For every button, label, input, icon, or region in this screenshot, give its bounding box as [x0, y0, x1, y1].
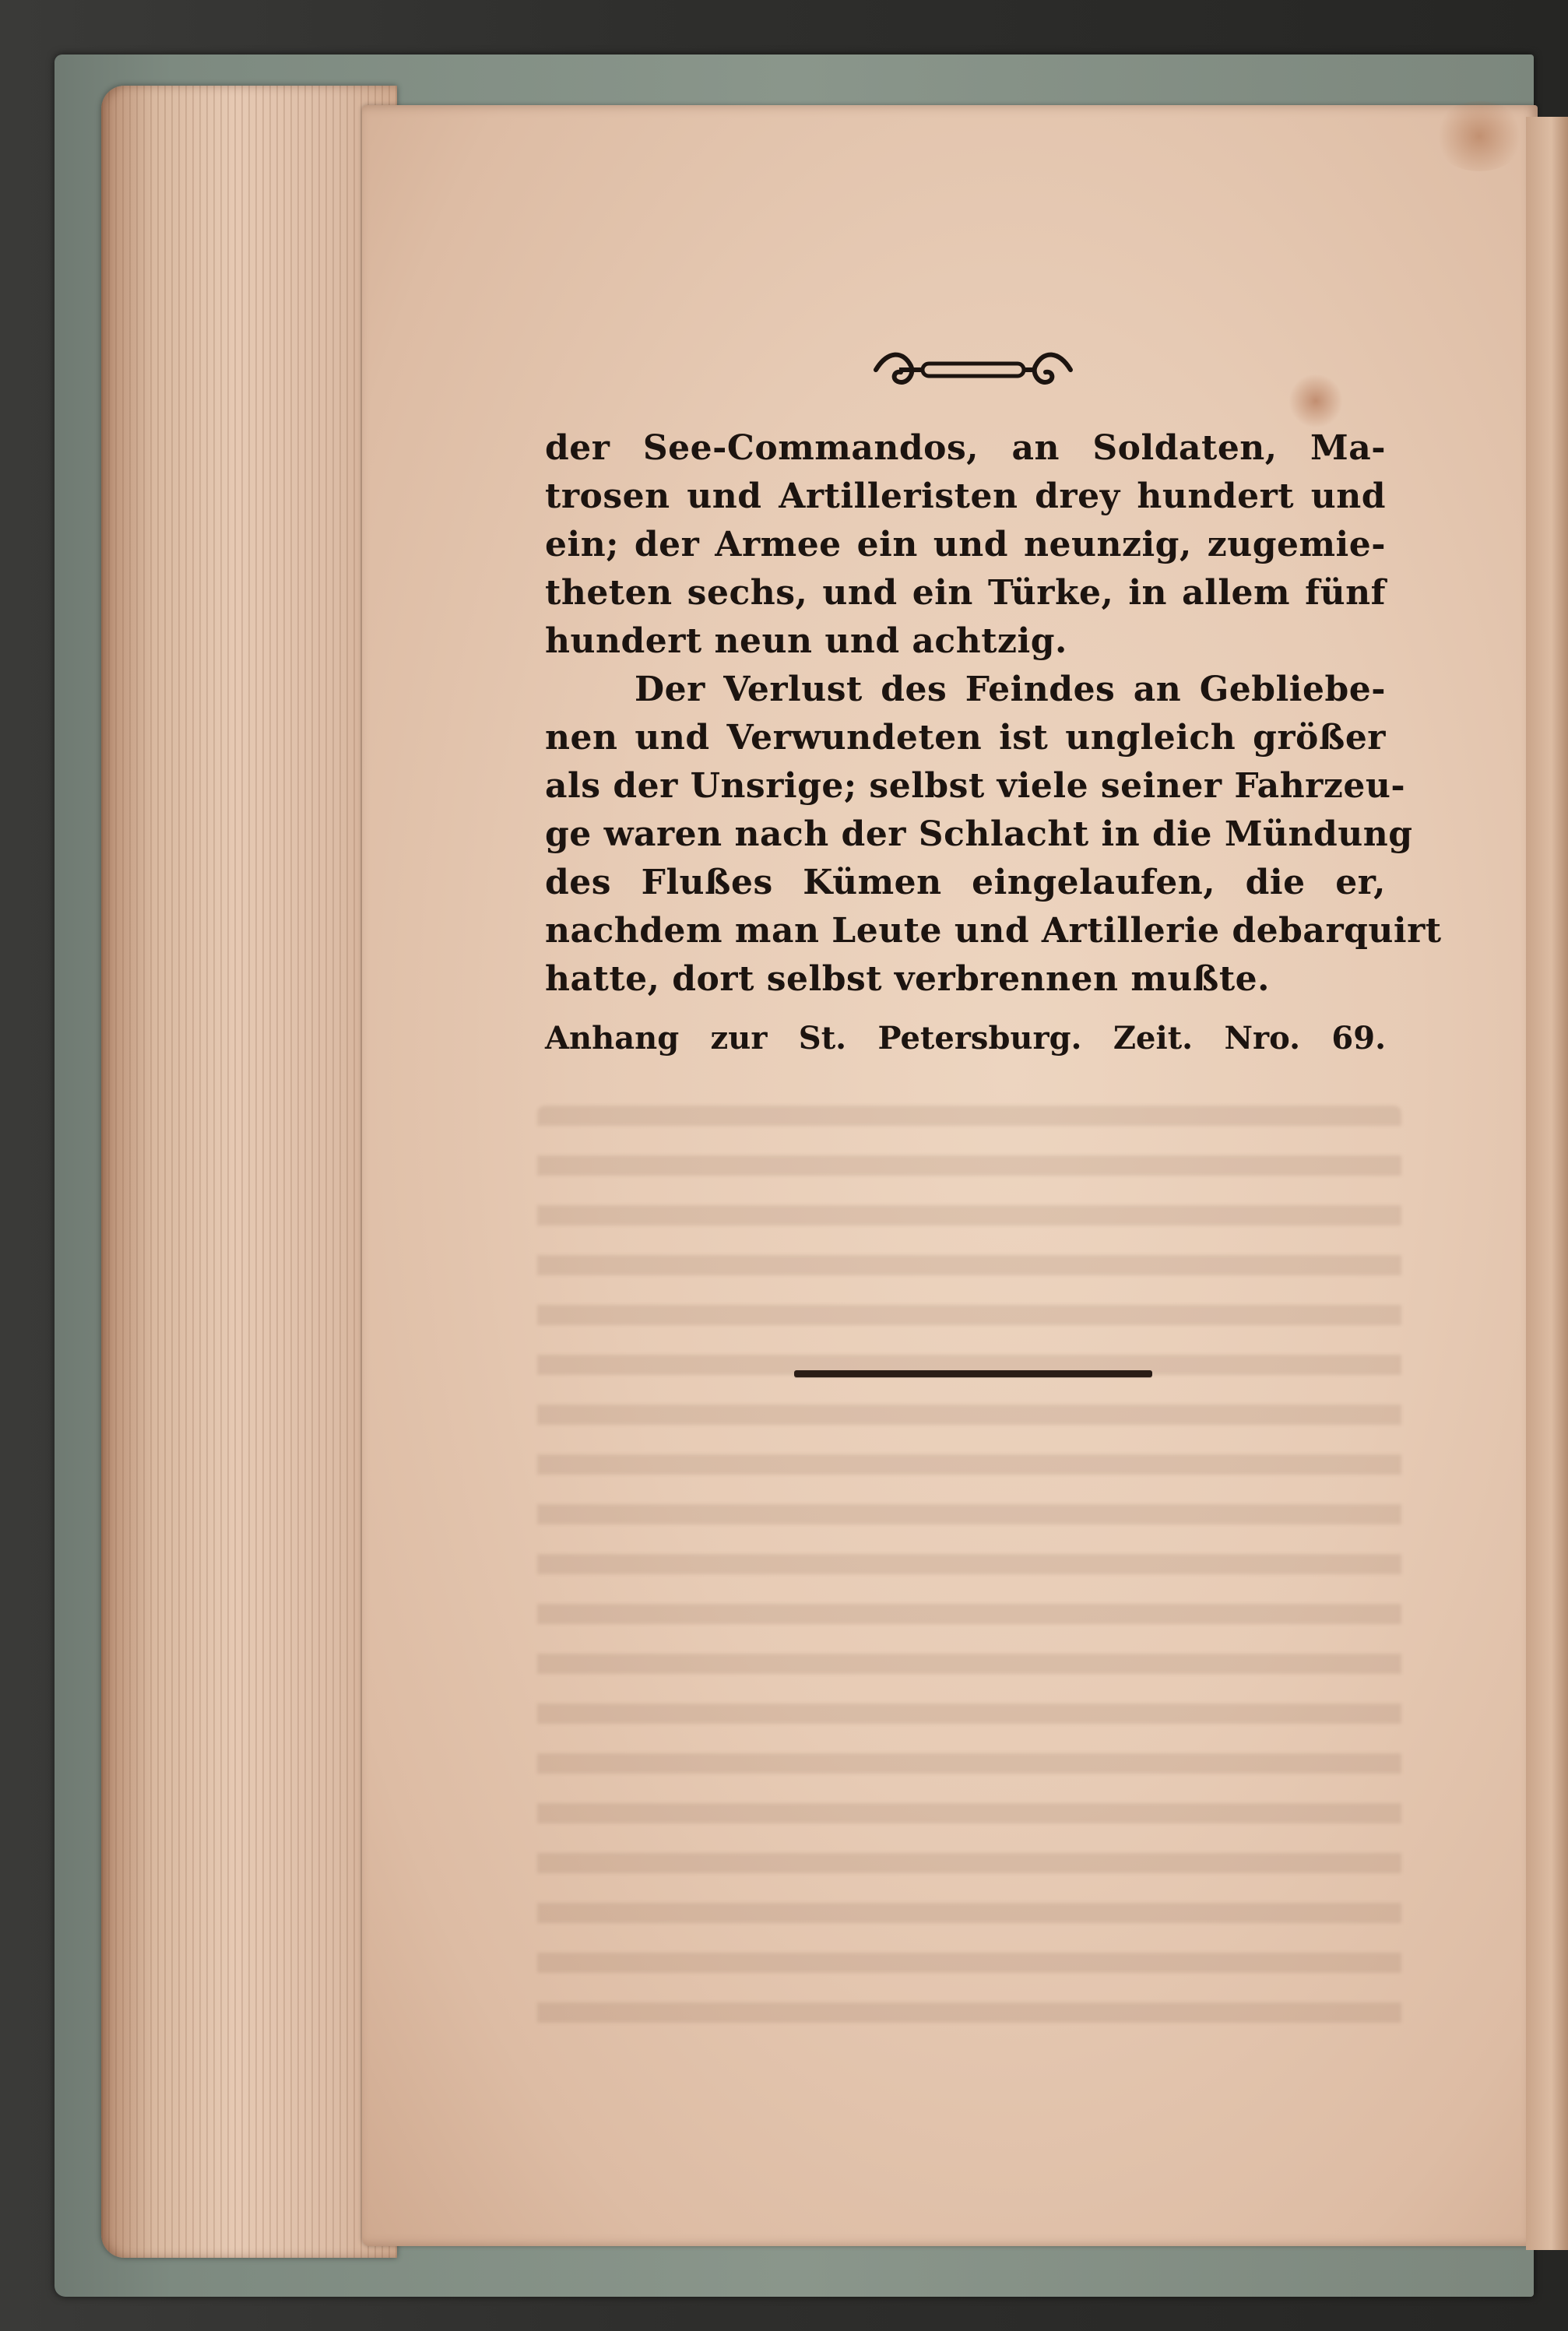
text-line: theten sechs, und ein Türke, in allem fünf	[545, 573, 1386, 613]
text-line: Der Verlust des Feindes an Gebliebe-	[635, 670, 1386, 709]
text-line: ge waren nach der Schlacht in die Mündung	[545, 814, 1413, 854]
text-line: trosen und Artilleristen drey hundert und	[545, 476, 1386, 516]
text-line: des Flußes Kümen eingelaufen, die er,	[545, 863, 1386, 902]
text-line: nen und Verwundeten ist ungleich größer	[545, 718, 1386, 758]
text-line: nachdem man Leute und Artillerie debarquirt	[545, 911, 1442, 951]
text-line: hatte, dort selbst verbrennen mußte.	[545, 959, 1270, 999]
show-through-text	[537, 1106, 1401, 2040]
text-line: hundert neun und achtzig.	[545, 621, 1067, 661]
page-text	[545, 424, 1442, 1063]
foxing-stain	[1433, 101, 1526, 171]
ornamental-headpiece-icon	[868, 343, 1078, 397]
page-edges	[101, 86, 397, 2258]
source-citation: Anhang zur St. Petersburg. Zeit. Nro. 69.	[545, 1020, 1386, 1057]
foxing-spot	[1289, 374, 1343, 428]
horizontal-rule	[794, 1370, 1152, 1377]
text-line: als der Unsrige; selbst viele seiner Fahrzeu-	[545, 766, 1406, 806]
text-line: der See-Commandos, an Soldaten, Ma-	[545, 428, 1386, 468]
text-line: ein; der Armee ein und neunzig, zugemie-	[545, 525, 1386, 564]
next-page-edge	[1526, 117, 1568, 2250]
